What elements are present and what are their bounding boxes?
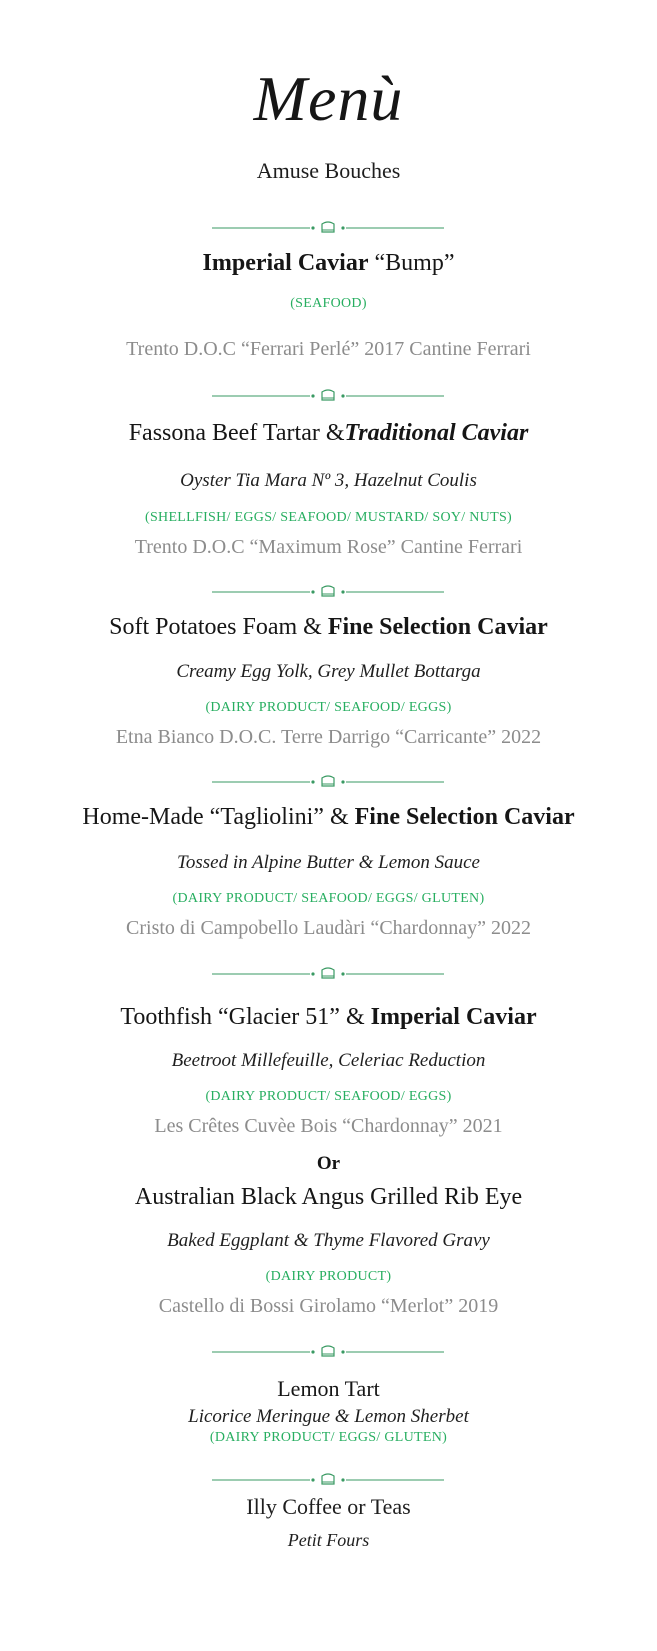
dish-name-bold: Fine Selection Caviar [327,614,548,640]
chef-hat-icon [322,586,334,596]
chef-hat-icon [322,390,334,400]
dish-coffee-or-teas: Illy Coffee or Teas [246,1494,411,1519]
chef-hat-icon [322,222,334,232]
dish-name-bold: Imperial Caviar [202,250,369,276]
ornamental-divider [212,966,444,982]
allergen-note: (DAIRY PRODUCT/ SEAFOOD/ EGGS) [205,700,452,715]
wine-pairing: Trento D.O.C “Ferrari Perlé” 2017 Cantine Ferrari [126,338,531,360]
dish-description: Tossed in Alpine Butter & Lemon Sauce [177,852,480,873]
allergen-note: (DAIRY PRODUCT/ SEAFOOD/ EGGS/ GLUTEN) [172,891,485,906]
ornamental-divider [212,774,444,790]
dish-name-rest: “Bump” [368,250,455,276]
dish-name-plain: Fassona Beef Tartar & [128,420,345,446]
dish-description: Licorice Meringue & Lemon Sherbet [188,1406,469,1427]
dish-description: Creamy Egg Yolk, Grey Mullet Bottarga [176,661,481,682]
dish-imperial-caviar-bump [0,250,657,277]
dish-name-bold: Imperial Caviar [370,1004,537,1030]
dish-soft-potatoes-foam [0,614,657,641]
dish-description: Beetroot Millefeuille, Celeriac Reduction [171,1050,486,1071]
ornamental-divider [212,388,444,404]
or-separator: Or [316,1153,341,1174]
chef-hat-icon [322,1346,334,1356]
ornamental-divider [212,1472,444,1488]
ornamental-divider [212,1344,444,1360]
dish-fassona-beef-tartar [0,420,657,447]
allergen-note: (SEAFOOD) [290,296,367,311]
allergen-note: (DAIRY PRODUCT/ SEAFOOD/ EGGS) [205,1089,452,1104]
menu-title: Menù [253,63,404,134]
chef-hat-icon [322,776,334,786]
dish-name-plain: Soft Potatoes Foam & [109,614,328,640]
dish-name-bold: Fine Selection Caviar [354,804,575,830]
allergen-note: (DAIRY PRODUCT) [265,1269,392,1284]
wine-pairing: Etna Bianco D.O.C. Terre Darrigo “Carricante” 2022 [115,726,542,748]
dish-toothfish-glacier-51 [0,1004,657,1031]
chef-hat-icon [322,968,334,978]
ornamental-divider [212,584,444,600]
wine-pairing: Les Crêtes Cuvèe Bois “Chardonnay” 2021 [154,1115,503,1137]
dish-name-plain: Home-Made “Tagliolini” & [82,804,355,830]
dish-description: Oyster Tia Mara Nº 3, Hazelnut Coulis [180,470,477,491]
allergen-note: (DAIRY PRODUCT/ EGGS/ GLUTEN) [209,1430,448,1445]
section-heading-amuse-bouches: Amuse Bouches [256,158,401,183]
dish-home-made-tagliolini [0,804,657,831]
wine-pairing: Castello di Bossi Girolamo “Merlot” 2019 [158,1295,499,1317]
allergen-note: (SHELLFISH/ EGGS/ SEAFOOD/ MUSTARD/ SOY/ NUTS) [145,510,512,525]
chef-hat-icon [322,1474,334,1484]
dish-name-bold-italic: Traditional Caviar [344,420,529,446]
dish-description: Baked Eggplant & Thyme Flavored Gravy [167,1230,490,1251]
wine-pairing: Trento D.O.C “Maximum Rose” Cantine Ferrari [134,536,523,558]
ornamental-divider [212,220,444,236]
dish-lemon-tart: Lemon Tart [277,1376,380,1401]
wine-pairing: Cristo di Campobello Laudàri “Chardonnay” 2022 [126,917,531,939]
dish-description: Petit Fours [287,1530,370,1550]
dish-black-angus-rib-eye: Australian Black Angus Grilled Rib Eye [134,1184,523,1210]
dish-name-plain: Toothfish “Glacier 51” & [120,1004,371,1030]
